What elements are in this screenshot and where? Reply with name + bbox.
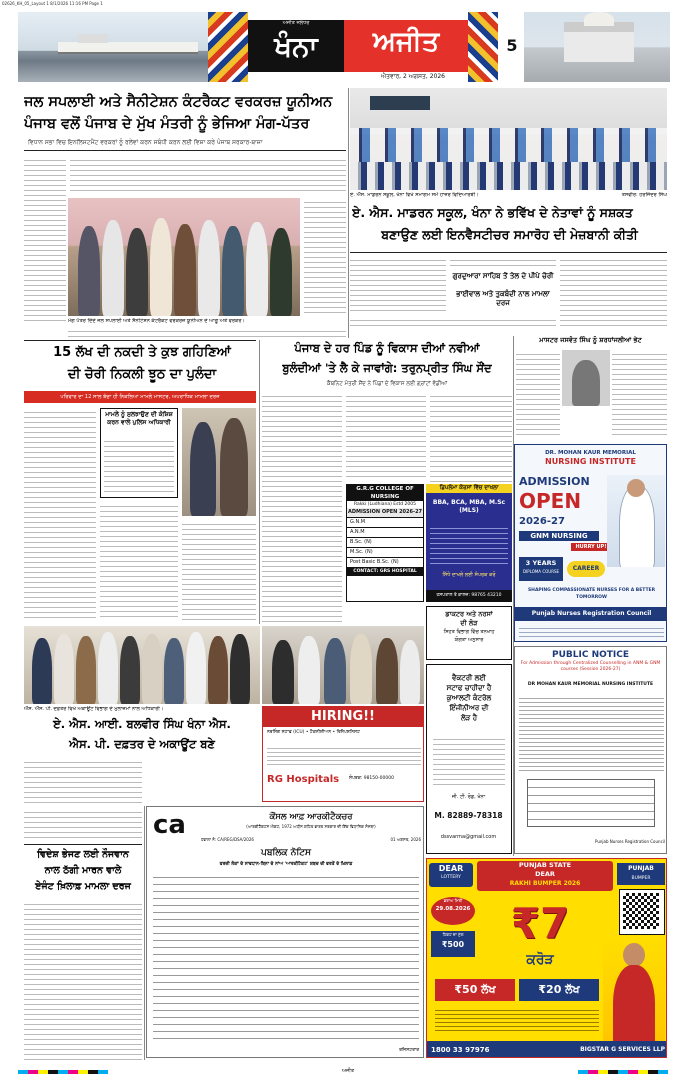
ssp-headline-2: ਐਸ. ਪੀ. ਦਫ਼ਤਰ ਦੇ ਅਕਾਊਂਟ ਬਣੇ — [69, 737, 215, 751]
theft-inset-text: ਮਾਮਲੇ ਨੂੰ ਸੁਲਝਾਉਣ ਦੀ ਕੋਸ਼ਿਸ਼ ਕਰਨ ਵਾਲੇ ਪੁਲਿਸ ਅਧਿਕਾਰੀ — [105, 411, 173, 426]
ad-staff-line-2: ਸਟਾਫ ਚਾਹੀਦਾ ਹੈ — [446, 684, 492, 692]
masthead-city-label: ਅਜੀਤ ਜਲੰਧਰ — [282, 20, 310, 26]
lottery-prize: ₹7 — [510, 899, 570, 948]
masthead-pattern-right — [468, 12, 498, 82]
theft-body-col3 — [182, 520, 256, 620]
ad-grg-subtitle: Rakki (Ludhiana) Estd 2005 — [354, 502, 416, 507]
lead-body-col1 — [24, 156, 66, 324]
school-body-col1 — [350, 256, 446, 314]
lead-body-top — [70, 156, 346, 194]
ad-grg-course-2: B.Sc. (N) — [347, 537, 423, 547]
school-body-col2 — [450, 256, 556, 270]
gurdwara-headline-1: ਗੁਰਦੁਆਰਾ ਸਾਹਿਬ ਤੋਂ ਤੇਲ ਦੇ ਪੀਪੇ ਚੋਰੀ — [452, 272, 554, 280]
school-caption-right: ਤਸਵੀਰ: ਹਰਜਿੰਦਰ ਸਿੰਘ — [621, 192, 667, 198]
ad-hiring-roles: ਨਰਸਿੰਗ ਸਟਾਫ (ICU) • ਟੈਕਨੀਸ਼ੀਅਨ • ਰਿਸੈਪਸ਼ਨਿਸਟ — [267, 730, 360, 735]
coa-ref: ਹਵਾਲਾ ਨੰ: CA/REG/DSA/2026 — [201, 837, 254, 842]
village-body-col2 — [346, 392, 426, 480]
masthead-photo-left — [18, 12, 208, 82]
ad-staff-line-4: ਇੰਜੀਨੀਅਰ ਦੀ — [449, 704, 489, 712]
gurdwara-headline-2: ਭਾਈਵਾਲ ਅਤੇ ਤੁਕਬੰਦੀ ਨਾਲ ਮਾਮਲਾ ਦਰਜ — [456, 290, 550, 307]
lead-photo — [68, 198, 300, 316]
lottery-agent: BIGSTAR G SERVICES LLP — [580, 1046, 665, 1053]
ad-ni-career: CAREER — [567, 561, 605, 577]
ad-ni-duration: 3 YEARS — [525, 559, 557, 567]
ssp-body-2 — [24, 808, 142, 840]
masthead-photo-right — [524, 12, 670, 82]
theft-banner: ਪਰਿਵਾਰ ਦਾ 12 ਸਾਲ ਬੱਚਾ ਹੀ ਨਿਕਲਿਆ ਮਾਮਲੇ ਮਾਸਟਰ, ਅਪਰਾਧਿਕ ਮਾਮਲਾ ਦਰਜ — [24, 391, 256, 403]
school-headline-1: ਏ. ਐਸ. ਮਾਡਰਨ ਸਕੂਲ, ਖੰਨਾ ਨੇ ਭਵਿੱਖ ਦੇ ਨੇਤਾਵਾਂ ਨੂੰ ਸਸ਼ਕਤ — [352, 205, 633, 220]
lead-photo-caption: ਮੰਗ ਪੱਤਰ ਦਿੰਦੇ ਜਲ ਸਪਲਾਈ ਅਤੇ ਸੈਨੀਟੇਸ਼ਨ ਕੰਟਰੈਕਟ ਵਰਕਰਜ਼ ਯੂਨੀਅਨ ਦੇ ਆਗੂ ਅਤੇ ਵਰਕਰ। — [68, 318, 245, 324]
lottery-qr — [619, 889, 665, 935]
school-caption-left: ਏ. ਐੱਸ. ਮਾਡਰਨ ਸਕੂਲ, ਖੰਨਾ ਵਿਖੇ ਸਮਾਗਮ ਸਮੇਂ ਹਾਜ਼ਰ ਵਿਦਿਆਰਥੀ। — [350, 192, 479, 198]
lead-body-col-right — [304, 198, 346, 316]
fraud-headline-3: ਏਜੰਟ ਖ਼ਿਲਾਫ਼ ਮਾਮਲਾ ਦਰਜ — [35, 881, 131, 892]
masthead — [18, 12, 670, 82]
ad-doctors-line-3: ਸਿਹਤ ਵਿਭਾਗ ਵਿੱਚ ਤਨਖਾਹ — [443, 629, 495, 635]
lottery-state: PUNJAB STATE — [518, 861, 572, 869]
mourning-body — [516, 350, 560, 438]
lottery-footer — [427, 1041, 667, 1058]
ad-ni-session: 2026-27 — [519, 516, 565, 527]
ad-hiring-hospital: RG Hospitals — [267, 774, 340, 785]
lottery-second-alt: ₹20 ਲੱਖ — [519, 979, 599, 1001]
theft-body-col1 — [24, 408, 96, 620]
village-subhead: ਕੈਬਨਿਟ ਮੰਤਰੀ ਸੌਂਦ ਨੇ ਪਿੰਡਾਂ ਦੇ ਵਿਕਾਸ ਲਈ ਗ੍ਰਾਂਟਾਂ ਵੰਡੀਆਂ — [326, 381, 448, 387]
lottery-pnb-line-1: PUNJAB — [628, 865, 654, 872]
page-number: 5 — [506, 36, 518, 55]
lottery-price-box — [431, 931, 475, 957]
lead-subhead: ਵਿਧਾਨ ਸਭਾ ਵਿਚ ਇਨਲਿਸਟਮੈਂਟ ਵਰਕਰਾਂ ਨੂੰ ਰਲੇਵਾਂ ਕਰਨ ਸਬੰਧੀ ਕਰਨ ਲਈ ਵਿਸ਼ਾ ਕਰੇ ਪੰਜਾਬ ਸਰਕਾਰ-ਬਾਜ਼ਾ — [28, 139, 263, 146]
ssp-photo-caption: ਐੱਸ. ਐੱਸ. ਪੀ. ਦਫ਼ਤਰ ਵਿਖੇ ਅਕਾਊਂਟ ਵਿਭਾਗ ਦੇ ਮੁਲਾਜ਼ਮਾਂ ਨਾਲ ਅਧਿਕਾਰੀ। — [24, 706, 164, 712]
coa-org: ਕੌਂਸਲ ਆਫ਼ ਆਰਕੀਟੈਕਚਰ — [269, 812, 353, 822]
ad-ni-duration-sub: DIPLOMA COURSE — [522, 569, 560, 574]
lottery-helpline: 1800 33 97976 — [431, 1046, 490, 1054]
ad-doctors-wanted[interactable] — [426, 606, 512, 660]
mourning-body-2 — [612, 350, 667, 438]
ad-ni-council: Punjab Nurses Registration Council — [515, 607, 667, 621]
ad-ni-duration-box — [519, 557, 563, 581]
lead-body-bottom — [68, 327, 346, 337]
coa-title: ਪਬਲਿਕ ਨੋਟਿਸ — [261, 848, 311, 858]
ad-diploma-body: ਸਿੱਧੇ ਦਾਖਲੇ ਲਈ ਸੰਪਰਕ ਕਰੋ — [442, 572, 496, 578]
ssp-body — [24, 758, 142, 806]
theft-inset — [100, 408, 178, 498]
ad-lottery[interactable] — [426, 858, 667, 1058]
fraud-headline-1: ਵਿਦੇਸ਼ ਭੇਜਣ ਲਈ ਨੌਜਵਾਨ — [37, 849, 129, 860]
fraud-body — [24, 900, 142, 1060]
coa-subtitle: ਫਰਜ਼ੀ ਲੋਕਾਂ ਦੇ ਸਾਵਧਾਨ-ਬਿਨਾ ਦੇ ਨਾਂਅ 'ਆਰਕੀਟੈਕਟ' ਸ਼ਬਦ ਦੀ ਵਰਤੋਂ ਦੇ ਖ਼ਿਲਾਫ਼ — [219, 862, 353, 867]
ad-grg-course-3: M.Sc. (N) — [347, 547, 423, 557]
mourning-photo — [562, 350, 610, 406]
masthead-city: ਖੰਨਾ — [274, 30, 318, 63]
coa-signature: ਰਜਿਸਟਰਾਰ — [399, 1048, 419, 1053]
lead-headline-2: ਪੰਜਾਬ ਵਲੋਂ ਪੰਜਾਬ ਦੇ ਮੁੱਖ ਮੰਤਰੀ ਨੂੰ ਭੇਜਿਆ ਮੰਗ-ਪੱਤਰ — [24, 116, 310, 132]
school-photo — [350, 88, 667, 190]
masthead-pattern-left — [208, 12, 248, 82]
ad-nursing-institute[interactable] — [514, 444, 667, 642]
lottery-crore: ਕਰੋੜ — [526, 952, 554, 968]
ad-grg-admission: ADMISSION OPEN 2026-27 — [347, 509, 423, 515]
lottery-date-label: ਡਰਾਅ ਮਿਤੀ — [443, 898, 463, 903]
school-headline-2: ਬਣਾਉਣ ਲਈ ਇਨਵੈਸਟੀਚਰ ਸਮਾਰੋਹ ਦੀ ਮੇਜ਼ਬਾਨੀ ਕੀਤੀ — [381, 227, 638, 242]
lottery-price-label: ਟਿਕਟ ਦਾ ਮੁੱਲ — [442, 932, 464, 937]
lottery-pnb-line-2: BUMPER — [631, 876, 651, 881]
village-headline-2: ਬੁਲੰਦੀਆਂ 'ਤੇ ਲੈ ਕੇ ਜਾਵਾਂਗੇ: ਤਰੁਨਪ੍ਰੀਤ ਸਿੰਘ ਸੌਂਦ — [282, 361, 492, 375]
ad-diploma[interactable] — [426, 484, 512, 602]
ad-grg-title: G.R.G COLLEGE OF NURSING — [347, 485, 423, 501]
ad-ni-open: OPEN — [519, 489, 582, 513]
ad-ni-admission: ADMISSION — [519, 475, 590, 488]
ad-grg-contact: CONTACT: GRS HOSPITAL — [347, 567, 423, 576]
school-body-col3 — [560, 256, 667, 328]
ad-diploma-heading: ਡਿਪਲੋਮਾ ਕੋਰਸਾਂ ਵਿੱਚ ਦਾਖਲਾ — [426, 484, 512, 493]
ad-staff-phone: M. 82889-78318 — [434, 811, 503, 820]
architecture-notice — [146, 806, 424, 1058]
ad-hiring[interactable] — [262, 706, 424, 802]
lottery-brand-box — [429, 863, 473, 887]
masthead-date: ਐਤਵਾਰ, 2 ਅਗਸਤ, 2026 — [381, 73, 445, 80]
public-notice-title: PUBLIC NOTICE — [551, 650, 629, 660]
theft-body-col2 — [100, 502, 178, 620]
ad-hiring-title: HIRING!! — [263, 707, 423, 727]
village-headline-1: ਪੰਜਾਬ ਦੇ ਹਰ ਪਿੰਡ ਨੂੰ ਵਿਕਾਸ ਦੀਆਂ ਨਵੀਆਂ — [294, 341, 480, 355]
lottery-price: ₹500 — [441, 940, 465, 949]
lottery-dear: DEAR — [535, 870, 555, 878]
ad-grg-course-1: A.N.M — [347, 527, 423, 537]
masthead-paper-box — [344, 20, 468, 72]
ad-ni-institute-2: NURSING INSTITUTE — [545, 457, 636, 466]
ad-doctors-line-1: ਡਾਕਟਰ ਅਤੇ ਨਰਸਾਂ — [445, 610, 493, 618]
lottery-date: 29.08.2026 — [435, 906, 471, 912]
ssp-photo — [24, 626, 260, 704]
ad-doctors-line-2: ਦੀ ਲੋੜ — [460, 619, 478, 627]
ad-ni-course: GNM NURSING — [519, 531, 599, 541]
masthead-paper: ਅਜੀਤ — [372, 26, 440, 57]
ad-hiring-contact: ਸੰਪਰਕ: 98150-00000 — [349, 776, 394, 781]
theft-photo — [182, 408, 256, 516]
ad-staff-line-1: ਵੈਕਟਰੀ ਲਈ — [452, 674, 486, 682]
ad-staff-email: dssvarma@gmail.com — [440, 834, 497, 840]
school-body-bottom — [350, 316, 556, 328]
ad-staff-line-3: ਕੁਆਲਟੀ ਕੰਟਰੋਲ — [446, 694, 492, 702]
theft-headline-2: ਦੀ ਚੋਰੀ ਨਿਕਲੀ ਝੂਠ ਦਾ ਪੁਲੰਦਾ — [67, 367, 217, 382]
ssp-photo-2 — [262, 626, 424, 704]
lottery-brand: DEAR — [438, 864, 464, 873]
coa-org-sub: (ਆਰਕੀਟੈਕਟਸ ਐਕਟ, 1972 ਅਧੀਨ ਗਠਿਤ ਭਾਰਤ ਸਰਕਾਰ ਦੀ ਇੱਕ ਵਿਧਾਨਿਕ ਸੰਸਥਾ) — [246, 824, 376, 829]
public-notice-footer: Punjab Nurses Registration Council — [595, 839, 665, 844]
print-slug: 02626_KH_05_Layout 1 8/1/2026 11:16 PM Page 1 — [2, 1, 103, 6]
lottery-header — [477, 861, 613, 891]
ad-ni-institute: DR. MOHAN KAUR MEMORIAL — [545, 450, 636, 456]
ad-diploma-courses: BBA, BCA, MBA, M.Sc (MLS) — [432, 499, 506, 514]
page-footer — [18, 1066, 670, 1076]
lottery-date-box — [431, 897, 475, 925]
lead-headline-1: ਜਲ ਸਪਲਾਈ ਅਤੇ ਸੈਨੀਟੇਸ਼ਨ ਕੰਟਰੈਕਟ ਵਰਕਰਜ਼ ਯੂਨੀਅਨ — [24, 94, 333, 110]
lottery-pnb-logo — [617, 863, 665, 885]
ad-ni-nurse-photo — [607, 475, 665, 567]
footer-mark: ਅਜੀਤ — [341, 1068, 355, 1074]
ad-doctors-line-4: ਯੋਗਤਾ ਅਨੁਸਾਰ — [454, 637, 484, 643]
lottery-brand-sub: LOTTERY — [441, 875, 461, 880]
ad-diploma-footer: ਹਸਪਤਾਲ ਤੇ ਕਾਲਜ: 98765 43210 — [426, 590, 512, 602]
ad-grg-course-0: G.N.M — [347, 517, 423, 527]
theft-headline-1: 15 ਲੱਖ ਦੀ ਨਕਦੀ ਤੇ ਕੁਝ ਗਹਿਣਿਆਂ — [53, 345, 231, 360]
fraud-headline-2: ਨਾਲ ਠੱਗੀ ਮਾਰਨ ਵਾਲੇ — [44, 865, 122, 876]
ad-staff-line-5: ਲੋੜ ਹੈ — [460, 714, 478, 722]
masthead-city-box — [248, 20, 344, 72]
lottery-mascot — [603, 939, 665, 1049]
ad-grg-college[interactable] — [346, 484, 424, 602]
public-notice-college: DR MOHAN KAUR MEMORIAL NURSING INSTITUTE — [527, 682, 654, 687]
ad-staff-address: ਜੀ. ਟੀ. ਰੋਡ, ਖੰਨਾ — [451, 794, 486, 800]
public-notice — [514, 646, 667, 854]
public-notice-subtitle: For Admission through Centralized Counselling in ANM & GNM courses (Session 2026-27) — [520, 661, 661, 672]
ad-staff-wanted[interactable] — [426, 664, 512, 854]
ssp-headline-1: ਏ. ਐਸ. ਆਈ. ਬਲਵੀਰ ਸਿੰਘ ਖੰਨਾ ਐਸ. — [53, 717, 231, 731]
mourning-brief: ਮਾਸਟਰ ਜਸਵੰਤ ਸਿੰਘ ਨੂੰ ਸ਼ਰਧਾਂਜਲੀਆਂ ਭੇਟ — [539, 336, 642, 344]
coa-logo: ca — [153, 810, 186, 840]
lottery-second: ₹50 ਲੱਖ — [435, 979, 515, 1001]
ad-grg-course-4: Post Basic B.Sc. (N) — [347, 557, 423, 567]
village-body-col1 — [262, 392, 342, 624]
ad-ni-tagline: SHAPING COMPASSIONATE NURSES FOR A BETTER TOMORROW — [527, 588, 656, 600]
coa-date: 01 ਅਗਸਤ, 2026 — [390, 837, 421, 842]
lottery-bumper: RAKHI BUMPER 2026 — [509, 880, 581, 887]
ad-ni-hurry: HURRY UP! — [571, 543, 611, 551]
